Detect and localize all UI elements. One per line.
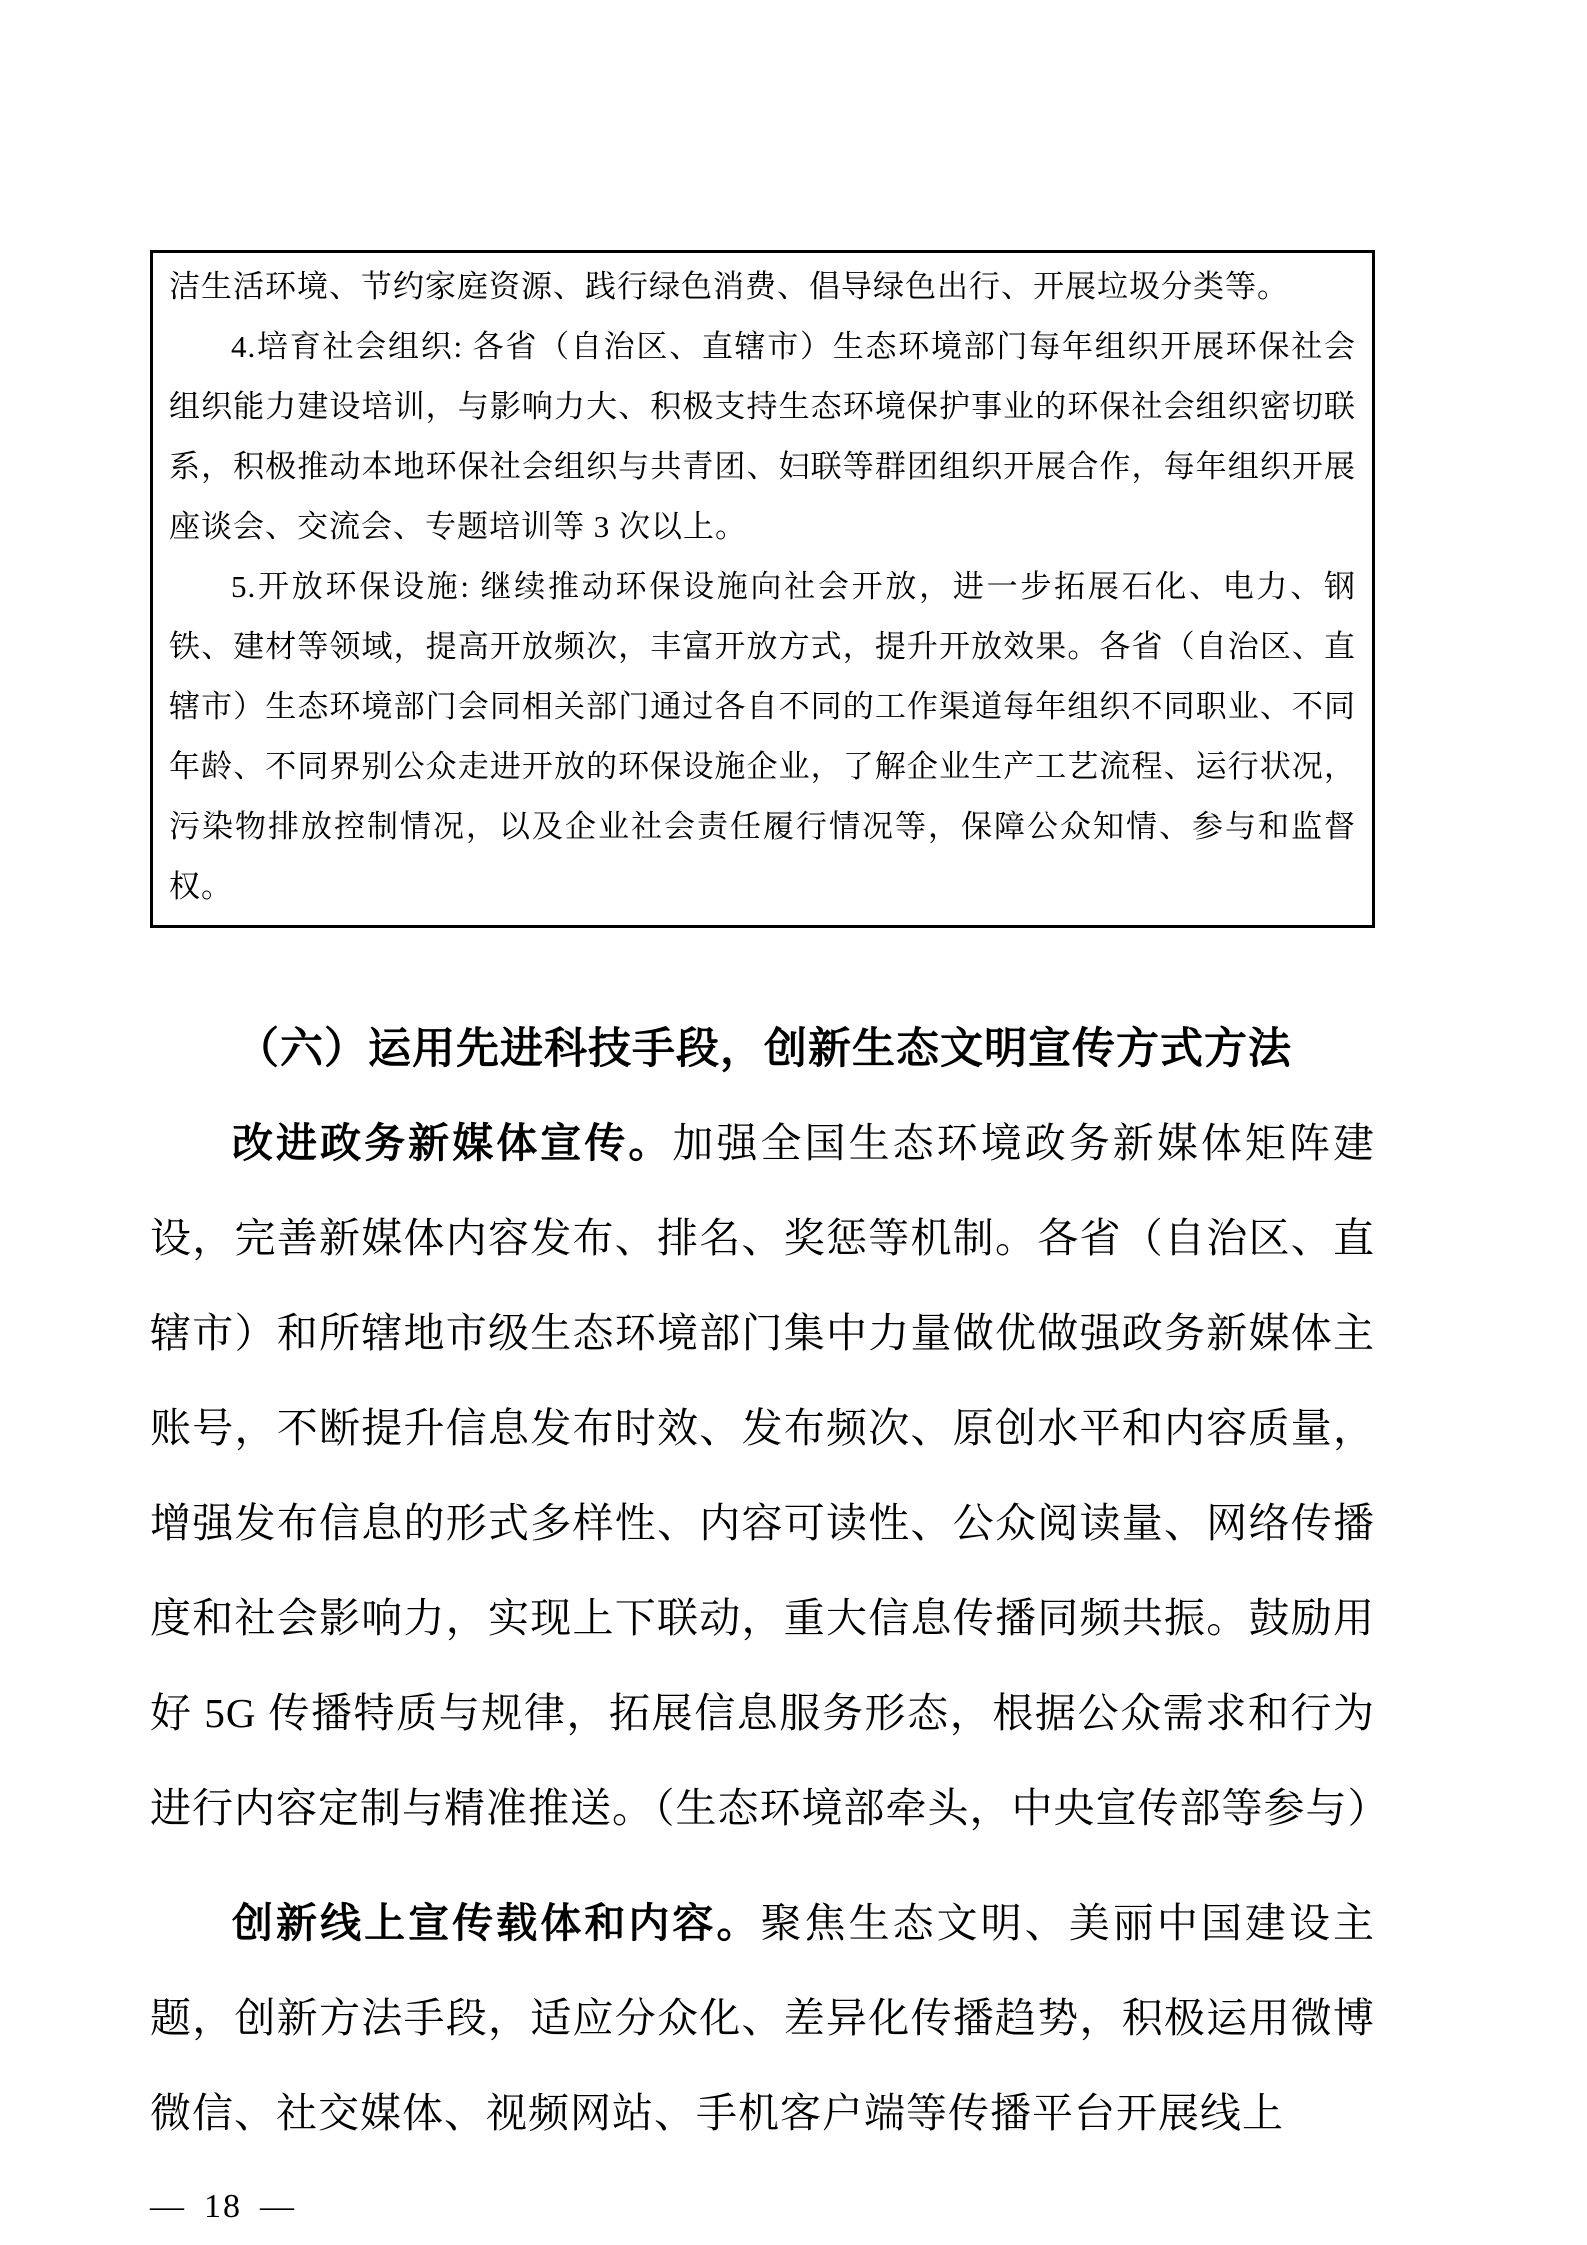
boxed-paragraph: 4.培育社会组织: 各省（自治区、直辖市）生态环境部门每年组织开展环保社会组织能力建设培训，与影响力大、积极支持生态环境保护事业的环保社会组织密切联系，积极推动本地环保社会组织与共青团、妇联等群团组织开展合作，每年组织开展座谈会、交流会、专题培训等 3 次以上。 [169, 329, 1356, 544]
paragraph-lead: 改进政务新媒体宣传。 [232, 1119, 673, 1166]
paragraph-body: 聚焦生态文明、美丽中国建设主题，创新方法手段，适应分众化、差异化传播趋势，积极运用微博微信、社交媒体、视频网站、手机客户端等传播平台开展线上 [150, 1899, 1376, 2136]
boxed-paragraph: 洁生活环境、节约家庭资源、践行绿色消费、倡导绿色出行、开展垃圾分类等。 [169, 269, 1289, 304]
boxed-paragraph: 5.开放环保设施: 继续推动环保设施向社会开放，进一步拓展石化、电力、钢铁、建材等领域，提高开放频次，丰富开放方式，提升开放效果。各省（自治区、直辖市）生态环境部门会同相关部门通过各自不同的工作渠道每年组织不同职业、不同年龄、不同界别公众走进开放的环保设施企业，了解企业生产工艺流程、运行状况，污染物排放控制情况，以及企业社会责任履行情况等，保障公众知情、参与和监督权。 [169, 569, 1356, 904]
footer-dash-left: — [150, 2187, 186, 2225]
paragraph-lead: 创新线上宣传载体和内容。 [232, 1899, 761, 1946]
boxed-text-section [150, 250, 1375, 928]
page-footer [150, 2187, 1375, 2227]
paragraph-body: 加强全国生态环境政务新媒体矩阵建设，完善新媒体内容发布、排名、奖惩等机制。各省（自治区、直辖市）和所辖地市级生态环境部门集中力量做优做强政务新媒体主账号，不断提升信息发布时效、发布频次、原创水平和内容质量，增强发布信息的形式多样性、内容可读性、公众阅读量、网络传播度和社会影响力，实现上下联动，重大信息传播同频共振。鼓励用好 5G 传播特质与规律，拓展信息服务形态，根据公众需求和行为进行内容定制与精准推送。（生态环境部牵头，中央宣传部等参与） [150, 1119, 1390, 1831]
body-paragraph [150, 1876, 1375, 2161]
footer-dash-right: — [260, 2187, 296, 2225]
footer-page-number: 18 [204, 2187, 242, 2225]
body-paragraph [150, 1096, 1390, 1856]
section-heading: （六）运用先进科技手段，创新生态文明宣传方式方法 [236, 1026, 1292, 1073]
